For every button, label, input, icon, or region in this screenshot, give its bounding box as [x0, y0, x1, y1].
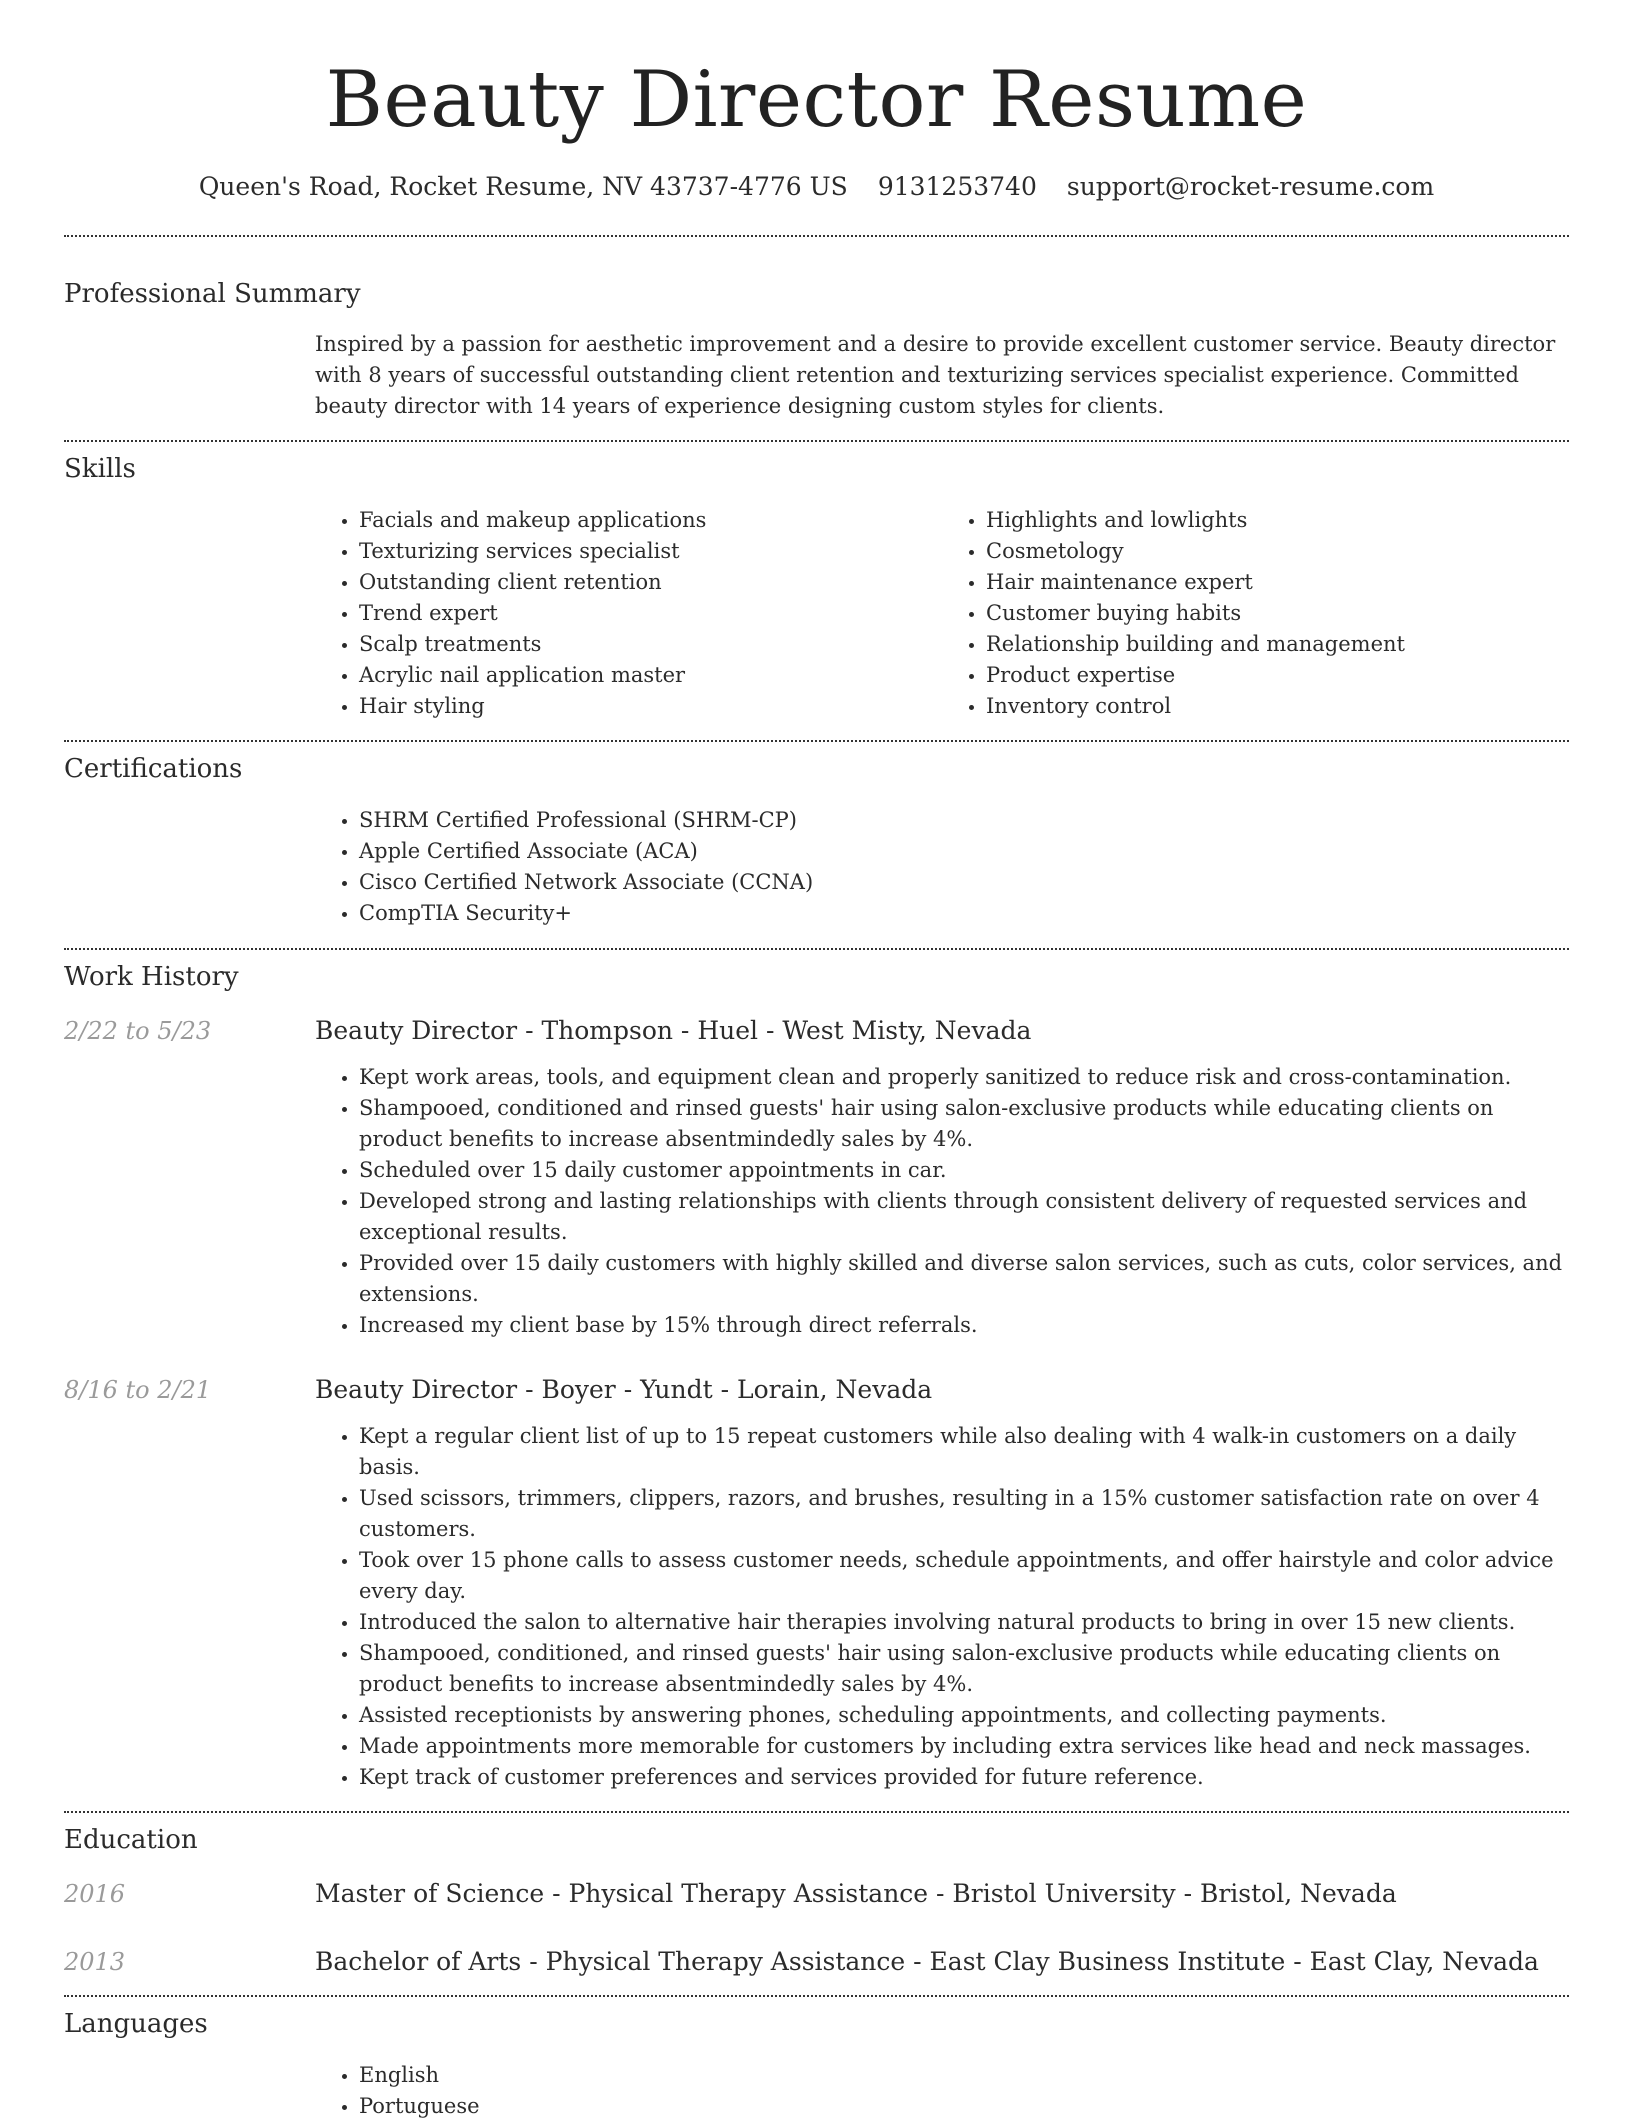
job-title: Beauty Director - Boyer - Yundt - Lorain, Nevada — [315, 1375, 933, 1404]
list-item: • Scalp treatments — [359, 629, 942, 660]
list-item: • Cisco Certified Network Associate (CCNA) — [359, 867, 1569, 898]
list-item: • Customer buying habits — [986, 598, 1569, 629]
resume-page — [64, 0, 1569, 2122]
education-year: 2016 — [64, 1880, 126, 1908]
job-dates: 8/16 to 2/21 — [64, 1376, 212, 1404]
education-year: 2013 — [64, 1948, 126, 1976]
contact-line — [64, 170, 1569, 204]
certifications-list — [315, 805, 1569, 929]
skills-column-right — [942, 505, 1569, 722]
list-item: • Trend expert — [359, 598, 942, 629]
list-item: • Apple Certified Associate (ACA) — [359, 836, 1569, 867]
list-item: • Took over 15 phone calls to assess customer needs, schedule appointments, and offer hairstyle and color advice every day. — [359, 1545, 1569, 1607]
skills-list — [315, 505, 1569, 722]
list-item: • Relationship building and management — [986, 629, 1569, 660]
list-item: • Kept track of customer preferences and services provided for future reference. — [359, 1762, 1569, 1793]
list-item: • Outstanding client retention — [359, 567, 942, 598]
list-item: • Texturizing services specialist — [359, 536, 942, 567]
list-item: • Product expertise — [986, 660, 1569, 691]
list-item: • Increased my client base by 15% through direct referrals. — [359, 1310, 1569, 1341]
summary-text: Inspired by a passion for aesthetic improvement and a desire to provide excellent customer service. Beauty director with 8 years of successful outstanding client retention and texturizing services specialist experience. Committed beauty director with 14 years of experience designing custom styles for clients. — [315, 332, 1556, 418]
list-item: • Cosmetology — [986, 536, 1569, 567]
contact-email: support@rocket-resume.com — [1066, 172, 1435, 201]
section-title-work-history: Work History — [64, 962, 239, 992]
list-item: • Hair styling — [359, 691, 942, 722]
list-item: • Provided over 15 daily customers with highly skilled and diverse salon services, such as cuts, color services, and extensions. — [359, 1248, 1569, 1310]
list-item: • Assisted receptionists by answering phones, scheduling appointments, and collecting payments. — [359, 1700, 1569, 1731]
list-item: • Portuguese — [359, 2091, 1569, 2122]
list-item: • Kept a regular client list of up to 15 repeat customers while also dealing with 4 walk-in customers on a daily basis. — [359, 1421, 1569, 1483]
education-degree: Master of Science - Physical Therapy Assistance - Bristol University - Bristol, Nevada — [315, 1879, 1397, 1908]
skills-column-left — [315, 505, 942, 722]
section-title-summary: Professional Summary — [64, 279, 361, 309]
section-title-languages: Languages — [64, 2009, 208, 2039]
section-title-certifications: Certifications — [64, 754, 243, 784]
list-item: • Inventory control — [986, 691, 1569, 722]
page-title: Beauty Director Resume — [325, 55, 1308, 145]
section-divider — [64, 235, 1569, 237]
languages-list — [315, 2060, 1569, 2122]
list-item: • Made appointments more memorable for customers by including extra services like head and neck massages. — [359, 1731, 1569, 1762]
section-title-skills: Skills — [64, 454, 136, 484]
list-item: • Used scissors, trimmers, clippers, razors, and brushes, resulting in a 15% customer satisfaction rate on over 4 customers. — [359, 1483, 1569, 1545]
education-entry — [64, 1877, 1569, 1911]
list-item: • Kept work areas, tools, and equipment clean and properly sanitized to reduce risk and cross-contamination. — [359, 1062, 1569, 1093]
list-item: • Shampooed, conditioned and rinsed guests' hair using salon-exclusive products while educating clients on product benefits to increase absentmindedly sales by 4%. — [359, 1093, 1569, 1155]
job-title: Beauty Director - Thompson - Huel - West Misty, Nevada — [315, 1016, 1032, 1045]
list-item: • Scheduled over 15 daily customer appointments in car. — [359, 1155, 1569, 1186]
list-item: • SHRM Certified Professional (SHRM-CP) — [359, 805, 1569, 836]
list-item: • CompTIA Security+ — [359, 898, 1569, 929]
list-item: • Acrylic nail application master — [359, 660, 942, 691]
section-divider — [64, 740, 1569, 742]
list-item: • Highlights and lowlights — [986, 505, 1569, 536]
list-item: • Shampooed, conditioned, and rinsed guests' hair using salon-exclusive products while educating clients on product benefits to increase absentmindedly sales by 4%. — [359, 1638, 1569, 1700]
section-title-education: Education — [64, 1825, 198, 1855]
list-item: • Hair maintenance expert — [986, 567, 1569, 598]
job-dates: 2/22 to 5/23 — [64, 1017, 212, 1045]
section-divider — [64, 440, 1569, 442]
section-divider — [64, 1995, 1569, 1997]
list-item: • Facials and makeup applications — [359, 505, 942, 536]
contact-address: Queen's Road, Rocket Resume, NV 43737-4776 US — [198, 172, 848, 201]
section-divider — [64, 948, 1569, 950]
contact-phone: 9131253740 — [877, 172, 1037, 201]
list-item: • Developed strong and lasting relationships with clients through consistent delivery of requested services and exceptional results. — [359, 1186, 1569, 1248]
job-header — [64, 1373, 1569, 1407]
section-divider — [64, 1811, 1569, 1813]
list-item: • English — [359, 2060, 1569, 2091]
job-bullets — [315, 1421, 1569, 1793]
job-header — [64, 1014, 1569, 1048]
education-degree: Bachelor of Arts - Physical Therapy Assistance - East Clay Business Institute - East Clay, Nevada — [315, 1947, 1539, 1976]
job-bullets — [315, 1062, 1569, 1341]
education-entry — [64, 1945, 1569, 1979]
list-item: • Introduced the salon to alternative hair therapies involving natural products to bring in over 15 new clients. — [359, 1607, 1569, 1638]
